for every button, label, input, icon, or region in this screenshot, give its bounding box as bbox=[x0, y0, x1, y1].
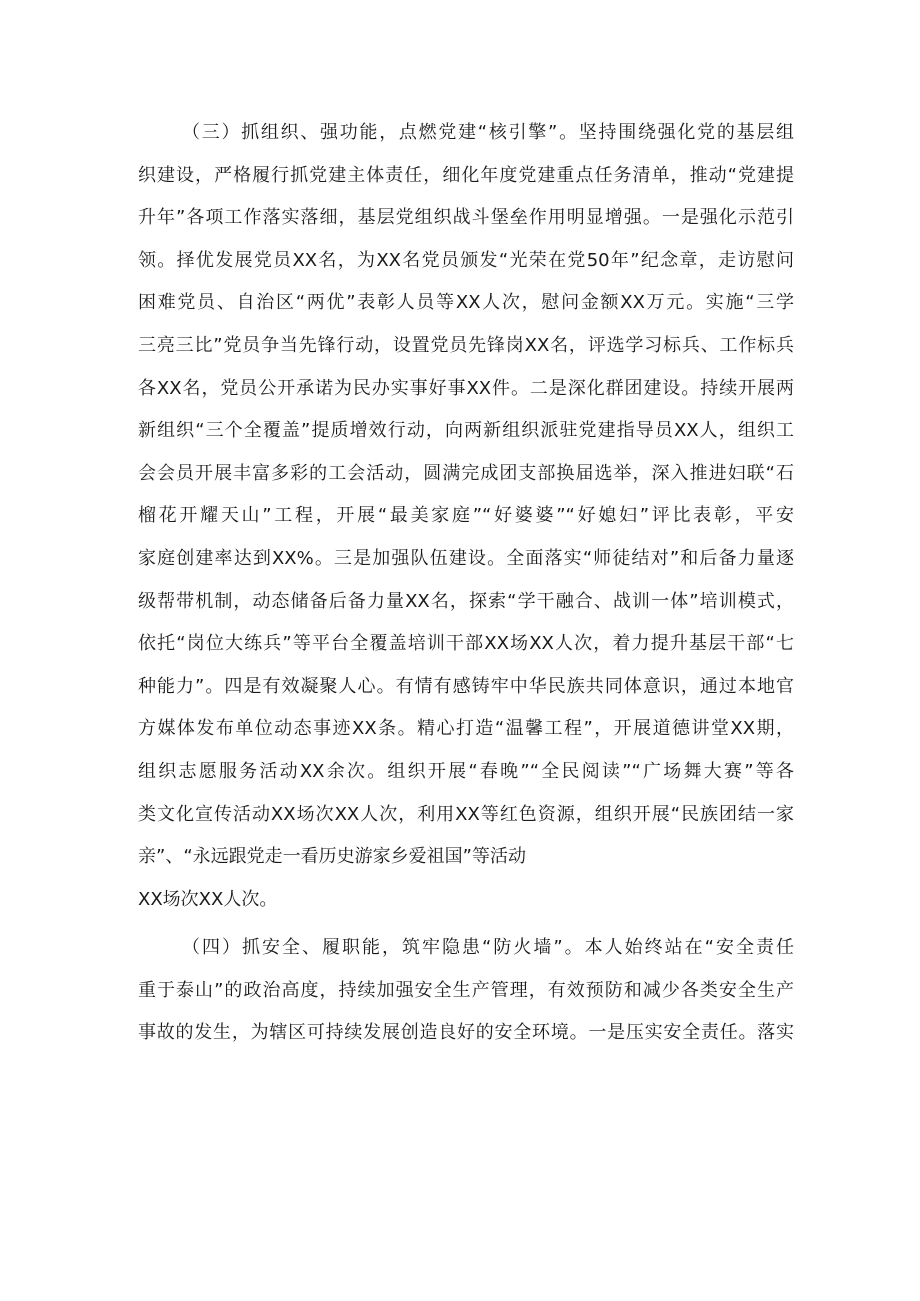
paragraph-line: 种能力”。四是有效凝聚人心。有情有感铸牢中华民族共同体意识，通过本地官 bbox=[138, 675, 794, 697]
paragraph-line: 依托“岗位大练兵”等平台全覆盖培训干部XX场XX人次，着力提升基层干部“七 bbox=[138, 633, 794, 655]
paragraph-line: 组织志愿服务活动XX余次。组织开展“春晚”“全民阅读”“广场舞大赛”等各 bbox=[138, 760, 794, 782]
paragraph-line: 会会员开展丰富多彩的工会活动，圆满完成团支部换届选举，深入推进妇联“石 bbox=[138, 462, 794, 484]
paragraph-line: 亲”、“永远跟党走一看历史游家乡爱祖国”等活动 bbox=[138, 846, 526, 868]
paragraph-line: 升年”各项工作落实落细，基层党组织战斗堡垒作用明显增强。一是强化示范引 bbox=[138, 207, 794, 229]
document-body bbox=[138, 112, 794, 1055]
paragraph-line: 重于泰山”的政治高度，持续加强安全生产管理，有效预防和减少各类安全生产 bbox=[138, 979, 794, 1001]
paragraph-line: 家庭创建率达到XX%。三是加强队伍建设。全面落实“师徒结对”和后备力量逐 bbox=[138, 547, 794, 569]
paragraph-line: （三）抓组织、强功能，点燃党建“核引擎”。坚持围绕强化党的基层组 bbox=[182, 122, 794, 143]
paragraph-line: 事故的发生，为辖区可持续发展创造良好的安全环境。一是压实安全责任。落实 bbox=[138, 1022, 794, 1044]
paragraph-line: （四）抓安全、履职能，筑牢隐患“防火墙”。本人始终站在“安全责任 bbox=[182, 937, 794, 959]
paragraph-line: 方媒体发布单位动态事迹XX条。精心打造“温馨工程”，开展道德讲堂XX期， bbox=[138, 718, 794, 740]
section-4-paragraph bbox=[138, 927, 794, 1055]
paragraph-line: 困难党员、自治区“两优”表彰人员等XX人次，慰问金额XX万元。实施“三学 bbox=[138, 292, 794, 314]
paragraph-line: 三亮三比”党员争当先锋行动，设置党员先锋岗XX名，评选学习标兵、工作标兵 bbox=[138, 334, 794, 356]
paragraph-line: 榴花开耀天山”工程，开展“最美家庭”“好婆婆”“好媳妇”评比表彰，平安 bbox=[138, 505, 794, 527]
paragraph-line: 领。择优发展党员XX名，为XX名党员颁发“光荣在党50年”纪念章，走访慰问 bbox=[138, 249, 794, 271]
paragraph-line: 新组织“三个全覆盖”提质增效行动，向两新组织派驻党建指导员XX人，组织工 bbox=[138, 420, 794, 442]
paragraph-line: 织建设，严格履行抓党建主体责任，细化年度党建重点任务清单，推动“党建提 bbox=[138, 164, 794, 186]
paragraph-line: XX场次XX人次。 bbox=[138, 888, 278, 910]
paragraph-line: 各XX名，党员公开承诺为民办实事好事XX件。二是深化群团建设。持续开展两 bbox=[138, 377, 794, 399]
paragraph-line: 级帮带机制，动态储备后备力量XX名，探索“学干融合、战训一体”培训模式， bbox=[138, 590, 794, 612]
paragraph-line: 类文化宣传活动XX场次XX人次，利用XX等红色资源，组织开展“民族团结一家 bbox=[138, 803, 794, 825]
section-3-paragraph bbox=[138, 112, 794, 921]
